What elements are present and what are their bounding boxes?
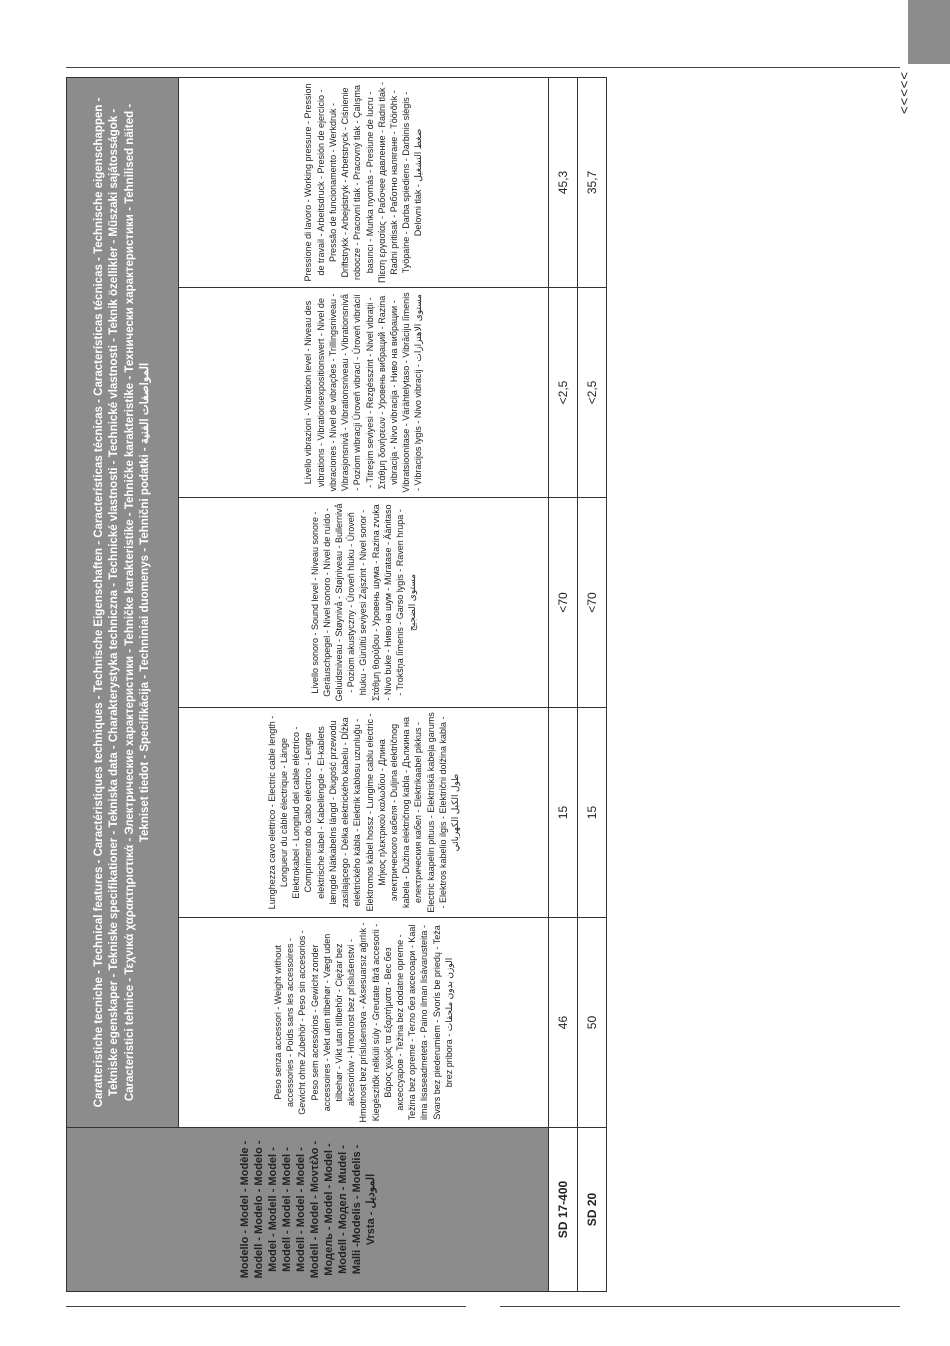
model-header-label: Modello - Model - Modèle - Modell - Modelo - Modelo - Model - Modell - Model - Modell - Model - Model - Modell - Model - Model - Modell - Model - Μοντέλο - Модель - Model - Model - Modell - Модел - Mudel - Malli -Modelis - Modelis - Vrsta - الموديل xyxy=(238,1140,377,1279)
spec-weight-label: Peso senza accessori - Weight without accessories - Poids sans les accessoires - Gewicht ohne Zubehör - Peso sin accesorios - Peso sem acessórios - Gewicht zonder accessoires - Vekt uten tilbehør - Vægt uden tilbehør - Vikt utan tillbehör - Ciężar bez akcesoriów - Hmotnost bez příslušenství - Hmotnost bez príslušenstva - Aksesuarsız ağırlık - Kiegészítők nélküli súly - Greutate fără accesorii - Βάρος χωρίς τα εξαρτήματα - Вес без аксессуаров - Težina bez dodatne opreme - Težina bez opreme - Тегло без аксесоари - Kaal ilma lisaseadmeteta - Paino ilman lisävarusteita - Svars bez piederumiem - Svoris be priedų - Teža brez pribora - الوزن بدون ملحقات xyxy=(179,918,549,1128)
tech-header xyxy=(67,77,179,1127)
working-pressure-value: 35,7 xyxy=(578,77,607,287)
spec-cable-length-label: Lunghezza cavo elettrico - Electric cable length - Longueur du câble électrique - Länge Elektrokabel - Longitud del cable eléctrico - Comprimento do cabo eléctrico - Lengte elektrische kabel - Kabellengde - El-kablets længde Nätkabelns längd - Długość przewodu zasilającego - Délka elektrického kabelu - Dĺžka elektrického kábla - Elektrik kablosu uzunluğu - Elektromos kábel hossz - Lungime cablu electric - Μήκος ηλεκτρικού καλωδίου - Длина электрического кабеля - Duljina električnog kabela - Dužina električnog kabla - Дължина на електрическия кабел - Elektrikaabel pikkus - Electric kaapelin pituus - Elektriskā kabeļa garums - Elektros kabelio ilgis - Električni dolžina kabla - طول الكبل الكهربائي xyxy=(179,708,549,918)
technical-specs-table-rotated xyxy=(66,78,606,1292)
tech-header-label: Caratteristiche tecniche - Technical features - Caractéristiques techniques - Technische Eigenschaften - Características técnicas - Características técnicas - Technische eigenschappen - Tekniske egenskaper - Tekniske specifikationer - Tekniska data - Charakterystyka techniczna - Technické vlastnosti - Technické vlastnosti - Teknik özellikler - Műszaki sajátosságok - Caracteristici tehnice - Τεχνικά χαρακτηριστικά - Электрические характеристики - Tehničke karakteristike - Tehničke karakteristike - Технически характеристики - Tehnilised näited - Tekniset tiedot - Specifikācija - Techniniai duomenys - Tehnični podatki - المواصفات الفنية xyxy=(92,97,151,1108)
cable-length-value: 15 xyxy=(549,708,578,918)
vibration-level-value: <2,5 xyxy=(578,288,607,498)
sound-level-value: <70 xyxy=(578,498,607,708)
vibration-level-value: <2,5 xyxy=(549,288,578,498)
spec-working-pressure-label: Pressione di lavoro - Working pressure - Pression de travail - Arbeitsdruck - Presión de ejercicio - Pressão de funcionamento - Werkdruk - Driftstrykk - Arbejdstryk - Arbetstryck - Ciśnienie robocze - Pracovní tlak - Pracovný tlak - Çalışma basıncı - Munka nyomás - Presiune de lucru - Πίεση εργασίας - Рабочее давление - Radni tlak - Radni pritisak - Работно налягане - Töörõhk - Työpaine - Darba spiediens - Darbinis slėgis - Delovni tlak - ضغط التشغيل xyxy=(179,77,549,287)
weight-value: 46 xyxy=(549,918,578,1128)
corner-page-tab xyxy=(908,0,950,64)
bottom-rule-left xyxy=(66,1306,466,1307)
working-pressure-value: 45,3 xyxy=(549,77,578,287)
technical-specs-table xyxy=(66,77,607,1292)
weight-value: 50 xyxy=(578,918,607,1128)
header-row xyxy=(67,77,179,1291)
model-name: SD 17-400 xyxy=(549,1128,578,1292)
model-name: SD 20 xyxy=(578,1128,607,1292)
cable-length-value: 15 xyxy=(578,708,607,918)
bottom-rule-right xyxy=(500,1306,900,1307)
table-row xyxy=(578,77,607,1291)
continuation-arrows: >>>>> xyxy=(897,72,912,115)
sound-level-value: <70 xyxy=(549,498,578,708)
table-row xyxy=(549,77,578,1291)
spec-vibration-level-label: Livello vibrazioni - Vibration level - Niveau des vibrations - Vibrationsexpositionswert - Nivel de vibraciones - Nível de vibrações - Trillingsniveau - Vibrasjonsnivå - Vibrationsniveau - Vibrationsnivå - Poziom wibracji Úroveň vibrací - Úroveň vibrácií - Titreşim seviyesi - Rezgésszint - Nivel vibrații - Στάθμη δονήσεων - Уровень вибраций - Razina vibracija - Nivo vibracija - Ниво на вибрации - Vibratsioonitase - Värähtelytaso - Vibrāciju līmenis - Vibracijos lygis - Nivo vibracij - مستوى الاهتزازات xyxy=(179,288,549,498)
top-rule xyxy=(66,67,900,68)
spec-names-row xyxy=(179,77,549,1291)
model-header xyxy=(67,1128,549,1292)
spec-sound-level-label: Livello sonoro - Sound level - Niveau sonore - Geräuschpegel - Nivel sonoro - Nível de ruído - Geluidsniveau - Støynivå - Støjniveau - Bullernivå - Poziom akustyczny - Úroveň hluku - Úroveň hluku - Gürültü seviyesi Zajszint - Nivel sonor - Στάθμη θορύβου - Уровень шума - Razina zvuka - Nivo buke - Ниво на шум - Müratase - Äänitaso - Trokšņa līmenis - Garso lygis - Raven hrupa - مستوى الضجيج xyxy=(179,498,549,708)
